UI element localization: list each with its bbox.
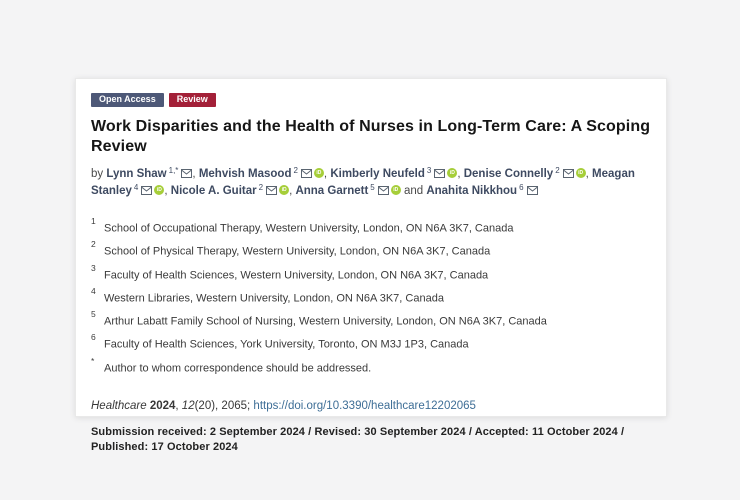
- email-icon[interactable]: [301, 167, 312, 183]
- affiliation-text: Faculty of Health Sciences, Western University, London, ON N6A 3K7, Canada: [104, 269, 489, 282]
- email-icon[interactable]: [527, 184, 538, 200]
- author-name-link[interactable]: Kimberly Neufeld: [330, 168, 425, 180]
- author-separator: ,: [457, 168, 464, 180]
- author-separator: ,: [289, 185, 296, 197]
- author-separator: ,: [323, 168, 331, 180]
- affiliation-marker: 4: [91, 285, 96, 296]
- badges-row: [91, 89, 651, 103]
- affiliation-text: School of Occupational Therapy, Western University, London, ON N6A 3K7, Canada: [104, 222, 514, 235]
- author: [106, 168, 198, 180]
- author: [330, 168, 463, 180]
- submission-dates: Submission received: 2 September 2024 / Revised: 30 September 2024 / Accepted: 11 October 2024 / Published: 17 October 2024: [91, 425, 625, 453]
- author-name-link[interactable]: Denise Connelly: [463, 168, 554, 180]
- doi-link[interactable]: https://doi.org/10.3390/healthcare12202065: [253, 399, 476, 412]
- author: [295, 185, 426, 197]
- email-icon[interactable]: [563, 167, 574, 183]
- affiliation-row: [91, 262, 651, 285]
- affiliation-row: [91, 331, 651, 354]
- author-affiliation-sup: 5: [370, 183, 375, 192]
- affiliation-text: Western Libraries, Western University, London, ON N6A 3K7, Canada: [104, 292, 444, 305]
- author: [426, 185, 537, 197]
- by-label: by: [91, 168, 107, 180]
- citation-issue-pages: (20), 2065;: [194, 399, 254, 412]
- review-badge[interactable]: Review: [169, 93, 216, 107]
- affiliation-row: [91, 238, 651, 261]
- affiliation-row: [91, 355, 651, 378]
- author-affiliation-sup: 2: [258, 183, 264, 192]
- email-icon[interactable]: [181, 167, 192, 183]
- citation-volume: 12: [181, 399, 195, 412]
- affiliation-marker: 1: [91, 216, 96, 226]
- author: [199, 168, 331, 180]
- author: [464, 168, 592, 180]
- author-affiliation-sup: 6: [519, 183, 524, 192]
- authors-line: [91, 166, 651, 200]
- author-affiliation-sup: 2: [555, 166, 560, 175]
- citation-separator: ,: [175, 399, 182, 412]
- email-icon[interactable]: [434, 167, 445, 183]
- orcid-icon[interactable]: iD: [154, 185, 164, 195]
- orcid-icon[interactable]: iD: [279, 185, 289, 195]
- author-separator: ,: [192, 168, 199, 180]
- email-icon[interactable]: [378, 184, 389, 200]
- affiliation-row: [91, 285, 651, 308]
- orcid-icon[interactable]: iD: [576, 168, 586, 178]
- paper-title: Work Disparities and the Health of Nurses in Long-Term Care: A Scoping Review: [91, 118, 651, 155]
- author-separator: ,: [164, 185, 171, 197]
- email-icon[interactable]: [266, 184, 277, 200]
- author-affiliation-sup: 3: [426, 166, 432, 175]
- author-name-link[interactable]: Anahita Nikkhou: [426, 185, 518, 197]
- orcid-icon[interactable]: iD: [314, 168, 324, 178]
- orcid-icon[interactable]: iD: [391, 185, 401, 195]
- affiliation-text: Arthur Labatt Family School of Nursing, Western University, London, ON N6A 3K7, Canada: [104, 315, 547, 328]
- open-access-badge[interactable]: Open Access: [91, 93, 164, 107]
- author-affiliation-sup: 4: [133, 183, 139, 192]
- article-header-card: [75, 78, 667, 453]
- email-icon[interactable]: [141, 184, 152, 200]
- author-separator: and: [400, 185, 427, 197]
- affiliation-marker: 5: [91, 309, 96, 319]
- author-affiliation-sup: 2: [293, 166, 298, 175]
- affiliation-row: [91, 215, 651, 238]
- author-name-link[interactable]: Anna Garnett: [295, 185, 369, 197]
- author-affiliation-sup: 1,*: [168, 166, 179, 175]
- citation-year: 2024: [146, 399, 176, 412]
- author-separator: ,: [585, 168, 593, 180]
- affiliation-row: [91, 308, 651, 331]
- author-name-link[interactable]: Lynn Shaw: [106, 168, 167, 180]
- affiliation-marker: *: [91, 355, 95, 366]
- affiliations-list: [91, 215, 651, 378]
- author-name-link[interactable]: Mehvish Masood: [198, 168, 292, 180]
- author-name-link[interactable]: Nicole A. Guitar: [170, 185, 257, 197]
- author: [171, 185, 296, 197]
- affiliation-text: Faculty of Health Sciences, York University, Toronto, ON M3J 1P3, Canada: [104, 338, 469, 351]
- affiliation-marker: 2: [91, 239, 96, 250]
- affiliation-text: School of Physical Therapy, Western University, London, ON N6A 3K7, Canada: [104, 245, 491, 258]
- orcid-icon[interactable]: iD: [447, 168, 457, 178]
- affiliation-marker: 6: [91, 332, 96, 343]
- journal-name: Healthcare: [91, 399, 147, 412]
- affiliation-text: Author to whom correspondence should be addressed.: [104, 362, 372, 375]
- citation-line: [91, 399, 651, 413]
- affiliation-marker: 3: [91, 262, 96, 273]
- author-name-link[interactable]: Meagan Stanley: [91, 168, 635, 197]
